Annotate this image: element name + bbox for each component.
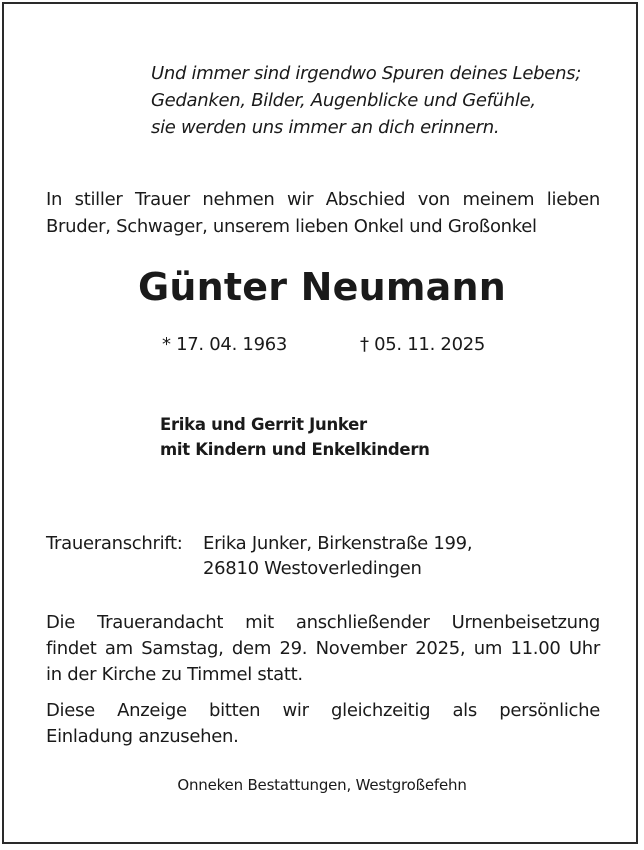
- address-line: Erika Junker, Birkenstraße 199,: [203, 533, 473, 554]
- birth-date: * 17. 04. 1963: [162, 334, 288, 355]
- poem-line: Und immer sind irgendwo Spuren deines Lebens;: [151, 63, 582, 84]
- intro-line: Bruder, Schwager, unserem lieben Onkel und Großonkel: [46, 216, 537, 237]
- funeral-home: Onneken Bestattungen, Westgroßefehn: [177, 776, 467, 794]
- death-date: † 05. 11. 2025: [360, 334, 486, 355]
- poem-line: sie werden uns immer an dich erinnern.: [151, 117, 500, 138]
- intro-text: [46, 186, 600, 240]
- invite-line: Einladung anzusehen.: [46, 726, 239, 747]
- service-line: findet am Samstag, dem 29. November 2025, um 11.00 Uhr: [46, 638, 600, 659]
- mourners-list: [160, 412, 430, 462]
- service-line: Die Trauerandacht mit anschließender Urnenbeisetzung: [46, 612, 600, 633]
- address-label: Traueranschrift:: [46, 533, 183, 554]
- invitation-note: [46, 698, 600, 750]
- service-info: [46, 610, 600, 688]
- service-line: in der Kirche zu Timmel statt.: [46, 664, 303, 685]
- invite-line: Diese Anzeige bitten wir gleichzeitig als persönliche: [46, 700, 600, 721]
- intro-line: In stiller Trauer nehmen wir Abschied von meinem lieben: [46, 189, 600, 210]
- deceased-name: Günter Neumann: [138, 265, 506, 309]
- mourner-line: mit Kindern und Enkelkindern: [160, 440, 430, 459]
- poem-line: Gedanken, Bilder, Augenblicke und Gefühle,: [151, 90, 536, 111]
- memorial-poem: [151, 60, 581, 141]
- address-line: 26810 Westoverledingen: [203, 558, 422, 579]
- mourner-line: Erika und Gerrit Junker: [160, 415, 367, 434]
